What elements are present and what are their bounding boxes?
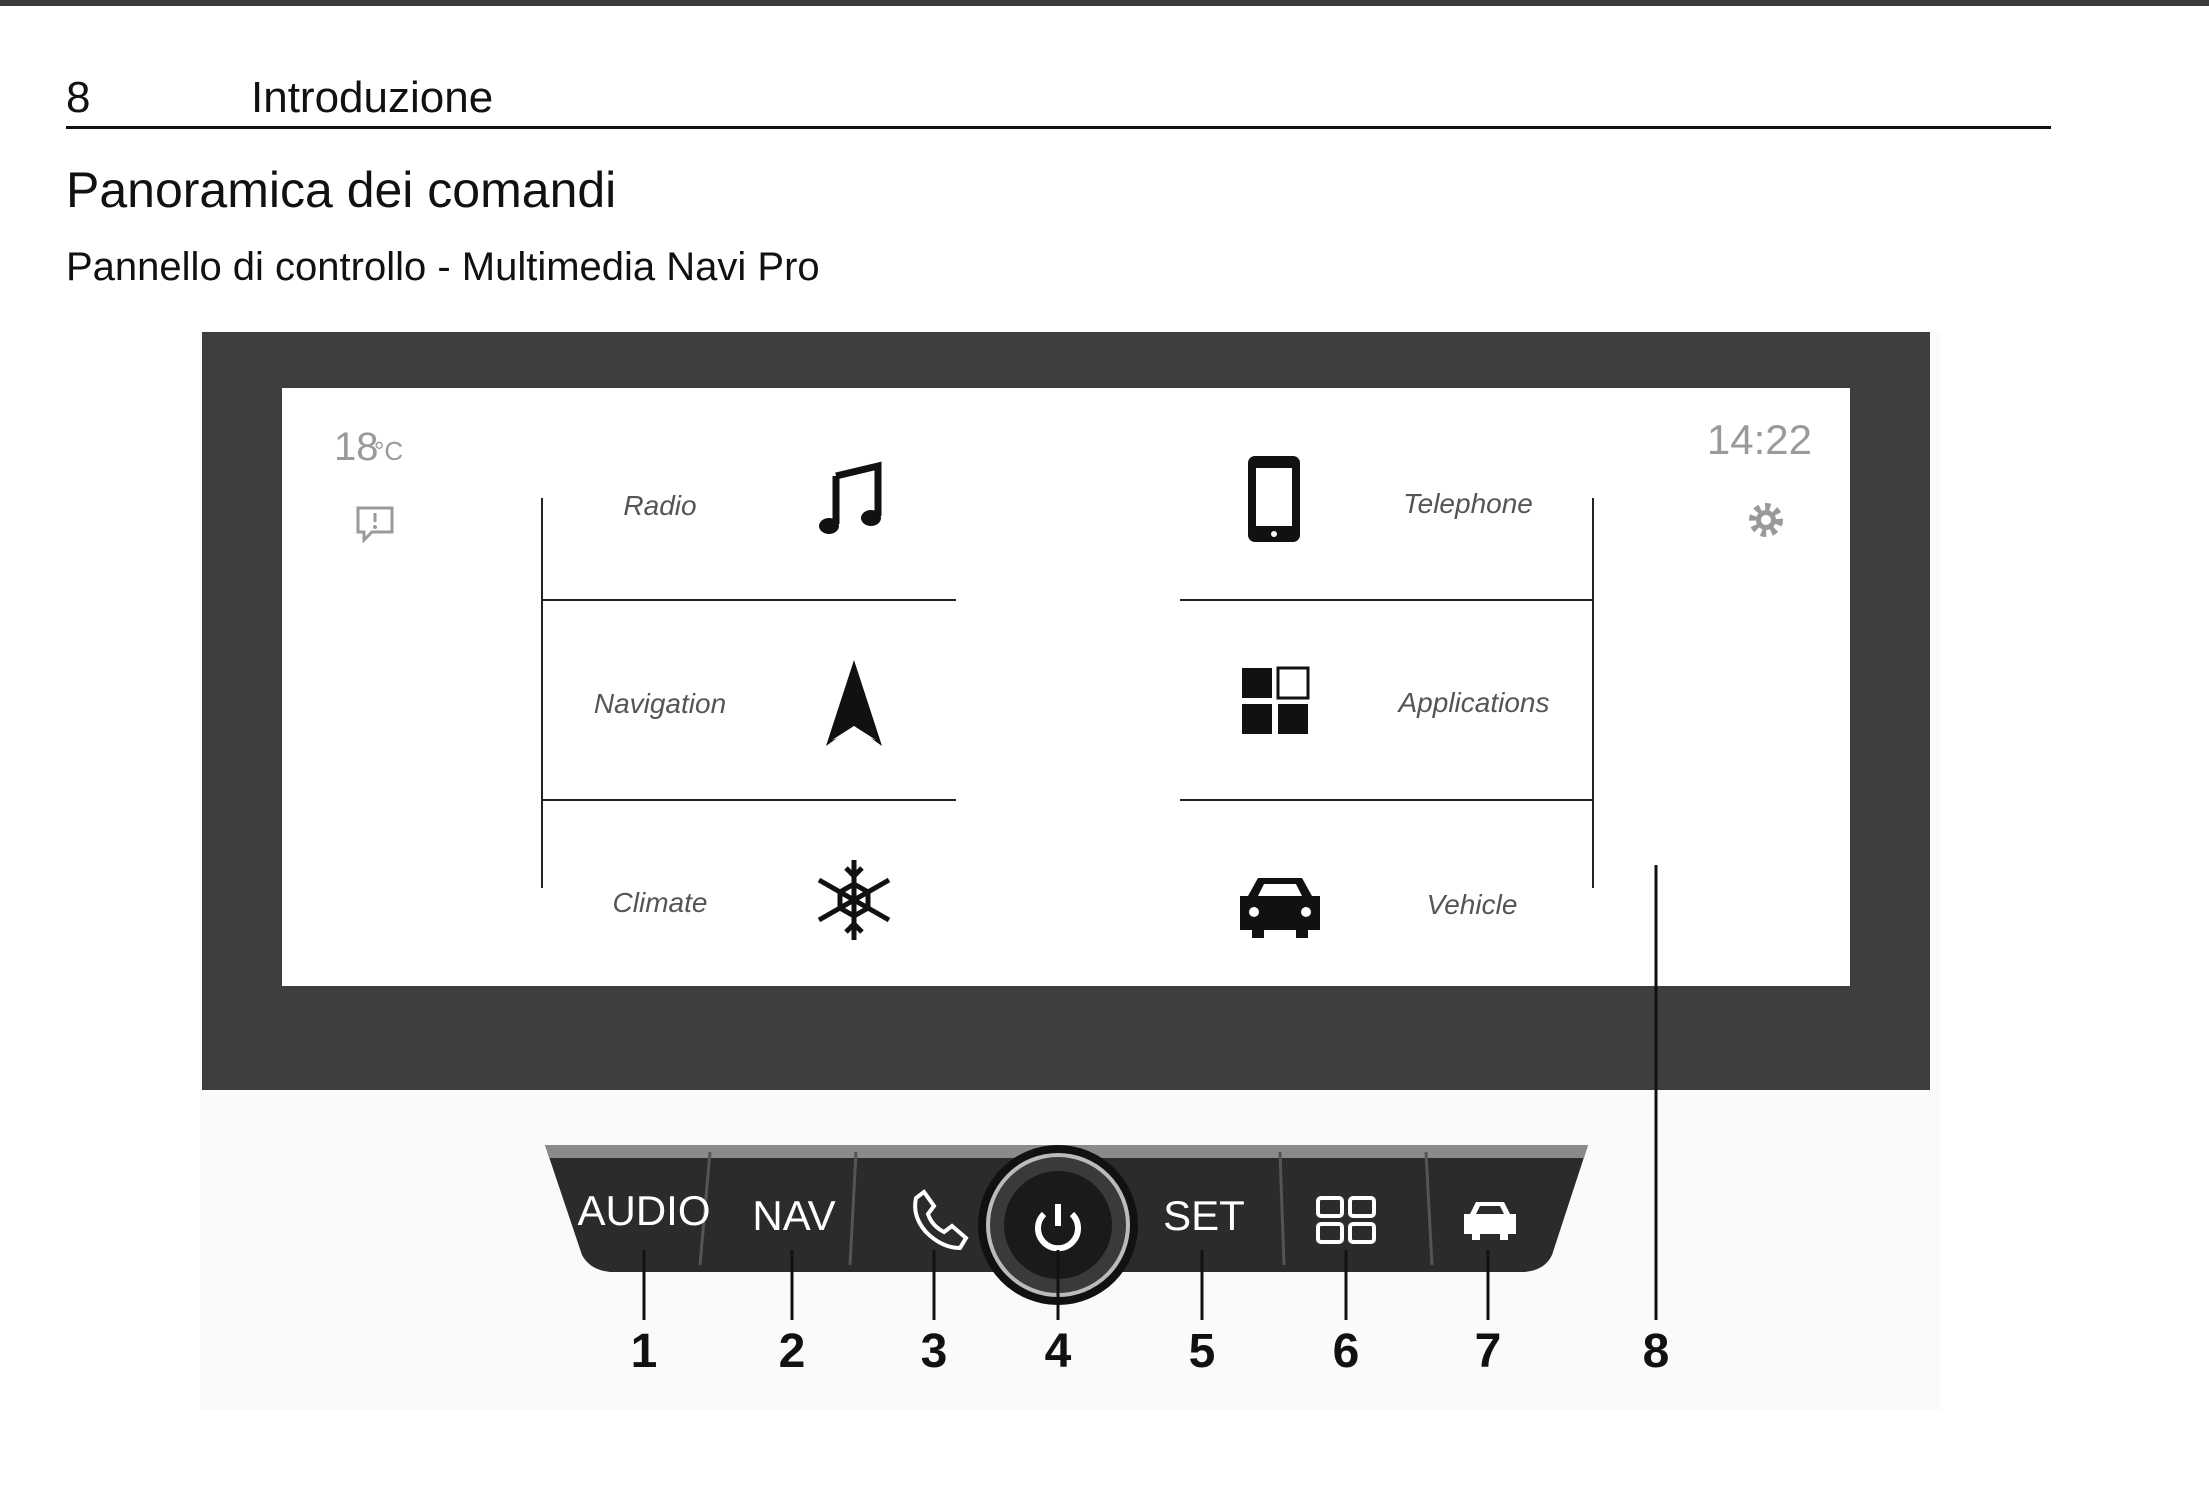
temperature-value: 18 xyxy=(334,425,379,469)
callout-1: 1 xyxy=(630,1325,658,1378)
page-number: 8 xyxy=(66,73,91,122)
control-panel xyxy=(545,1145,1588,1305)
callout-6: 6 xyxy=(1332,1325,1360,1378)
nav-button-label: NAV xyxy=(752,1192,836,1239)
nav-button[interactable] xyxy=(752,1192,835,1239)
temperature-unit: °C xyxy=(374,436,404,466)
audio-button[interactable] xyxy=(577,1187,710,1234)
callout-4: 4 xyxy=(1044,1325,1072,1378)
set-button-label: SET xyxy=(1163,1192,1245,1239)
smartphone-icon xyxy=(1248,456,1300,542)
control-overview-figure xyxy=(200,330,1940,1410)
tile-radio-label: Radio xyxy=(623,490,697,521)
page-header xyxy=(66,70,2051,129)
callout-7: 7 xyxy=(1474,1325,1502,1378)
clock: 14:22 xyxy=(1706,416,1812,463)
chapter-title: Introduzione xyxy=(251,73,494,122)
section-title: Panoramica dei comandi xyxy=(66,162,617,218)
tile-vehicle-label: Vehicle xyxy=(1426,889,1518,920)
tile-telephone-label: Telephone xyxy=(1403,488,1533,519)
set-button[interactable] xyxy=(1163,1192,1245,1239)
top-rule xyxy=(0,0,2209,6)
section-subtitle: Pannello di controllo - Multimedia Navi Pro xyxy=(66,245,820,289)
callout-2: 2 xyxy=(778,1325,806,1378)
tile-applications-label: Applications xyxy=(1398,687,1550,718)
audio-button-label: AUDIO xyxy=(577,1187,711,1234)
tile-navigation-label: Navigation xyxy=(593,688,727,719)
gear-icon[interactable] xyxy=(1753,507,1779,533)
callout-8: 8 xyxy=(1642,1325,1670,1378)
touchscreen xyxy=(282,388,1850,986)
callout-3: 3 xyxy=(920,1325,948,1378)
callout-5: 5 xyxy=(1188,1325,1216,1378)
tile-climate-label: Climate xyxy=(612,887,708,918)
